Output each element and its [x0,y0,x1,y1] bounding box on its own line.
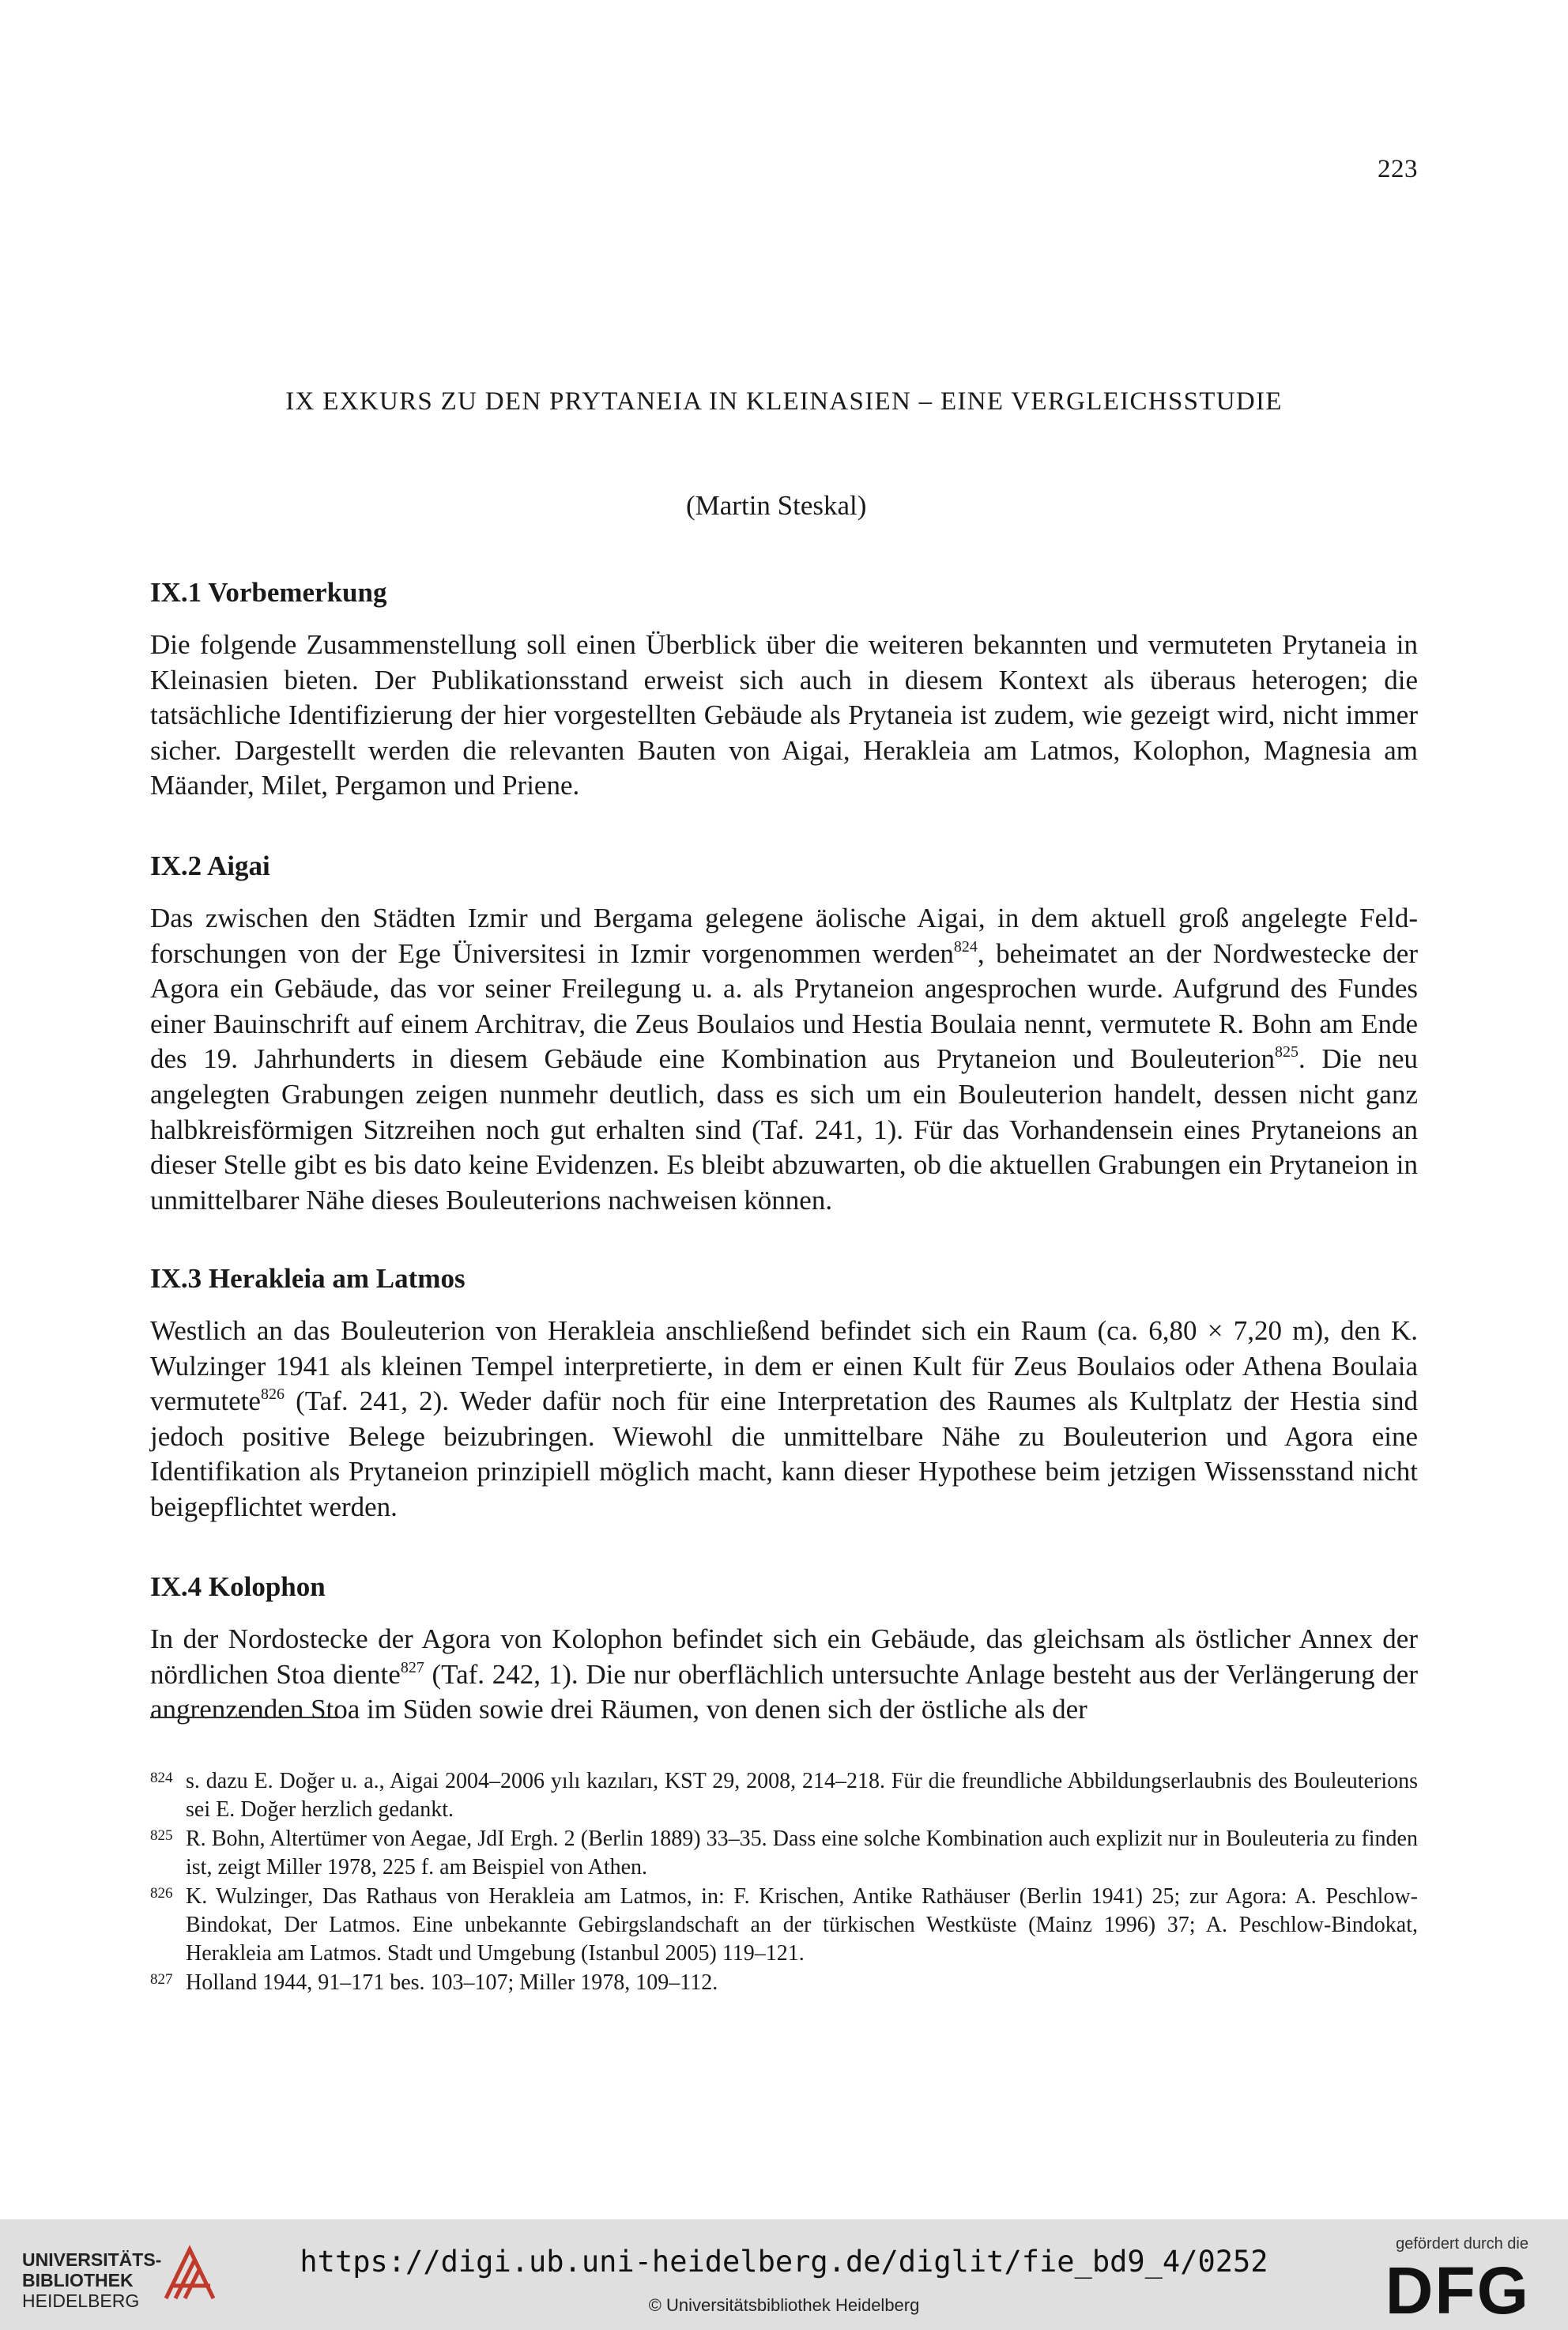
library-name-line: HEIDELBERG [22,2290,140,2311]
footnote-ref[interactable]: 824 [953,937,978,956]
library-name-line: BIBLIOTHEK [22,2270,134,2290]
text-run: . Die neu angelegten Grabungen zeigen nunmehr deutlich, dass es sich um ein Bouleuterion handelt, dessen nicht ganz halbkreisförmigen Sitzreihen noch gut erhalten sind (Taf. 241, 1). Für das Vorhandensein eines Prytaneions an dieser Stelle gibt es bis dato keine Evidenzen. Es bleibt abzuwarten, ob die aktuellen Grabungen ein Prytaneion in unmittelbarer Nähe dieses Bouleuterions nachweisen können. [150,1043,1418,1216]
footnote-827 [150,1969,1418,1997]
footnote-ref[interactable]: 825 [1275,1043,1298,1061]
section-ix4 [150,1622,1418,1728]
text-run: Westlich an das Bouleuterion von Herakleia anschließend befindet sich ein Raum (ca. 6,80 × 7,20 m), den K. Wulzinger 1941 als kleinen Tempel interpretierte, in dem er einen Kult für Zeus Boulaios oder Athena Boulaia vermutete [150,1315,1418,1417]
footnote-number: 827 [150,1970,173,1988]
footnote-825 [150,1825,1418,1883]
text-run: (Taf. 241, 2). Weder dafür noch für eine Interpretation des Raumes als Kultplatz der Hestia sind jedoch positive Belege beizubringen. Wiewohl die unmittelbare Nähe zu Bouleuterion und Agora eine Identifikation als Prytaneion prinzipiell möglich macht, kann dieser Hypothese beim jetzigen Wissensstand nicht beigepflichtet werden. [150,1386,1418,1522]
footnote-824 [150,1767,1418,1825]
footnote-826 [150,1883,1418,1969]
section-ix2 [150,901,1418,1218]
footnote-ref[interactable]: 827 [400,1658,424,1676]
section-ix1 [150,628,1418,804]
text-run: In der Nordostecke der Agora von Kolophon befindet sich ein Gebäude, das gleichsam als östlicher Annex der nördlichen Stoa diente [150,1623,1418,1690]
footnote-ref[interactable]: 826 [260,1386,285,1404]
document-url-link[interactable]: https://digi.ub.uni-heidelberg.de/diglit/fie_bd9_4/0252 [300,2245,1268,2279]
footnote-number: 825 [150,1827,173,1844]
library-name-line: UNIVERSITÄTS- [22,2249,162,2270]
section-heading-ix2: IX.2 Aigai [150,850,270,881]
footnote-text: s. dazu E. Doğer u. a., Aigai 2004–2006 yılı kazıları, KST 29, 2008, 214–218. Für die freundliche Abbildungserlaubnis des Bouleuterions sei E. Doğer herzlich gedankt. [186,1769,1418,1823]
footer-bar [0,2219,1568,2330]
section-heading-ix4: IX.4 Kolophon [150,1571,326,1602]
text-run: Das zwischen den Städten Izmir und Bergama gelegene äolische Aigai, in dem aktuell groß angelegte Feldforschungen von der Ege Üniversitesi in Izmir vorgenommen werden [150,903,1418,969]
text-run: , beheimatet an der Nordwestecke der Agora ein Gebäude, das vor seiner Freilegung u. a. als Prytaneion angesprochen wurde. Aufgrund des Fundes einer Bauinschrift auf einem Architrav, die Zeus Boulaios und Hestia Boulaia nennt, vermutete R. Bohn am Ende des 19. Jahrhunderts in diesem Gebäude eine Kombination aus Prytaneion und Bouleuterion [150,937,1418,1075]
paragraph: Die folgende Zusammenstellung soll einen Überblick über die weiteren bekannten und vermuteten Prytaneia in Kleinasien bieten. Der Publikationsstand erweist sich auch in diesem Kontext als überaus heterogen; die tatsächliche Identifizierung der hier vorgestellten Gebäude als Prytaneia ist zudem, wie gezeigt wird, nicht immer sicher. Dargestellt werden die relevanten Bauten von Aigai, Herakleia am Latmos, Kolophon, Magnesia am Mäander, Milet, Pergamon und Priene. [150,629,1418,801]
funding-label: gefördert durch die [1396,2235,1528,2253]
footnotes [150,1767,1418,1997]
section-heading-ix1: IX.1 Vorbemerkung [150,577,387,608]
footnote-number: 826 [150,1884,173,1902]
chapter-title: IX EXKURS ZU DEN PRYTANEIA IN KLEINASIEN – EINE VERGLEICHSSTUDIE [285,387,1283,416]
copyright-notice: © Universitätsbibliothek Heidelberg [648,2295,920,2315]
footnote-number: 824 [150,1770,173,1786]
dfg-logo: DFG [1385,2253,1530,2328]
paragraph [150,1314,1418,1525]
paragraph [150,1622,1418,1728]
footnote-text: R. Bohn, Altertümer von Aegae, JdI Ergh. 2 (Berlin 1889) 33–35. Dass eine solche Kombination auch explizit nur in Bouleuteria zu finden ist, zeigt Miller 1978, 225 f. am Beispiel von Athen. [186,1826,1418,1880]
page-number: 223 [1378,155,1418,183]
author-line: (Martin Steskal) [686,490,867,521]
section-heading-ix3: IX.3 Herakleia am Latmos [150,1263,466,1294]
footnote-divider [150,1717,340,1718]
footnote-text: Holland 1944, 91–171 bes. 103–107; Miller 1978, 109–112. [186,1970,718,1995]
footnote-text: K. Wulzinger, Das Rathaus von Herakleia am Latmos, in: F. Krischen, Antike Rathäuser (Berlin 1941) 25; zur Agora: A. Peschlow-Bindokat, Der Latmos. Eine unbekannte Gebirgslandschaft an der türkischen Westküste (Mainz 1996) 37; A. Peschlow-Bindokat, Herakleia am Latmos. Stadt und Umgebung (Istanbul 2005) 119–121. [186,1883,1418,1966]
paragraph [150,901,1418,1218]
text-run: (Taf. 242, 1). Die nur oberflächlich untersuchte Anlage besteht aus der Verlängerung der angrenzenden Stoa im Süden sowie drei Räumen, von denen sich der östliche als der [150,1658,1418,1725]
section-ix3 [150,1314,1418,1525]
